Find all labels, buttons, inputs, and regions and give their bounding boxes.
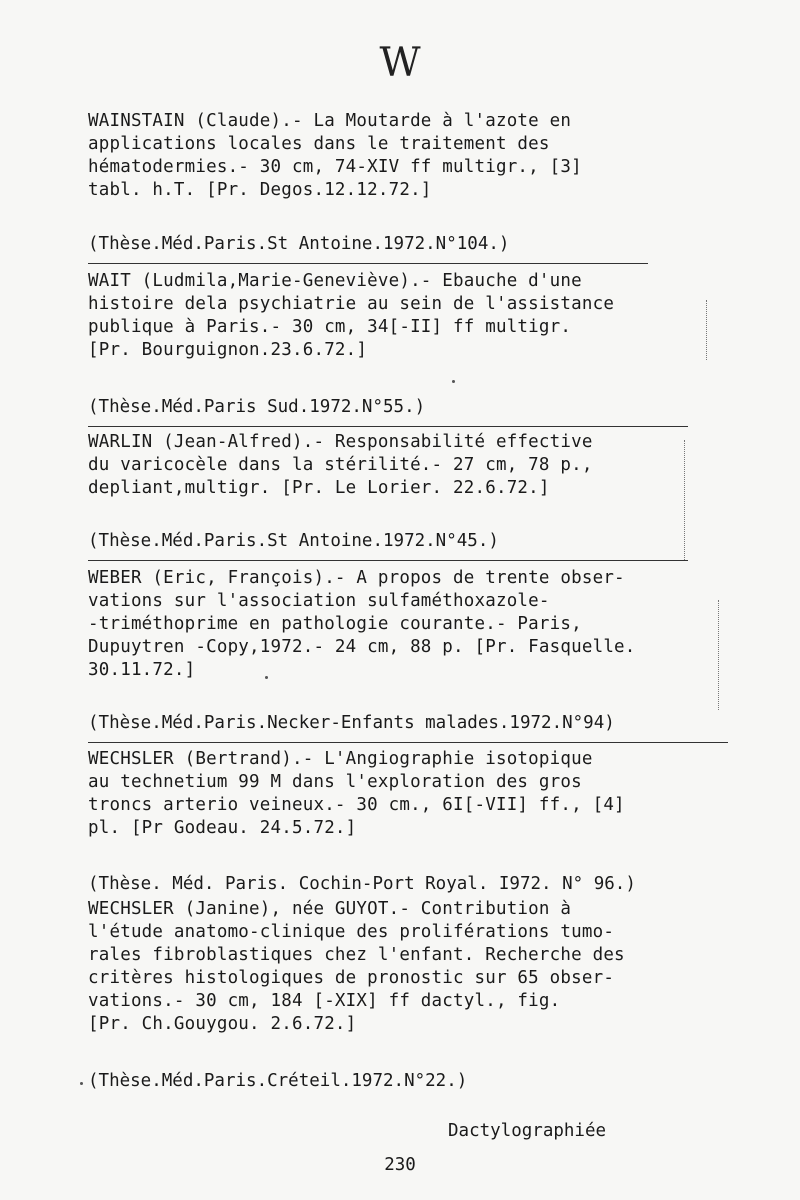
entry-line: WAIT (Ludmila,Marie-Geneviève).- Ebauche d'une bbox=[88, 271, 582, 291]
typescript-note: Dactylographiée bbox=[448, 1121, 607, 1141]
margin-rule bbox=[706, 300, 707, 360]
entry-source: (Thèse.Méd.Paris.Necker-Enfants malades.1972.N°94) bbox=[88, 713, 615, 733]
entry-line: pl. [Pr Godeau. 24.5.72.] bbox=[88, 818, 357, 838]
catalog-entry-wait bbox=[88, 270, 728, 362]
entry-line: publique à Paris.- 30 cm, 34[-II] ff multigr. bbox=[88, 317, 572, 337]
entry-line: vations sur l'association sulfaméthoxazole- bbox=[88, 591, 550, 611]
entry-line: critères histologiques de pronostic sur 65 obser- bbox=[88, 968, 615, 988]
entry-line: Dupuytren -Copy,1972.- 24 cm, 88 p. [Pr. Fasquelle. bbox=[88, 637, 636, 657]
entry-source: (Thèse.Méd.Paris.St Antoine.1972.N°45.) bbox=[88, 531, 499, 551]
entry-line: vations.- 30 cm, 184 [-XIX] ff dactyl., fig. bbox=[88, 991, 561, 1011]
page-number: 230 bbox=[384, 1155, 416, 1175]
entry-line: du varicocèle dans la stérilité.- 27 cm, 78 p., bbox=[88, 455, 593, 475]
entry-source: (Thèse.Méd.Paris Sud.1972.N°55.) bbox=[88, 397, 426, 417]
entry-line: depliant,multigr. [Pr. Le Lorier. 22.6.72.] bbox=[88, 478, 550, 498]
entry-source: (Thèse. Méd. Paris. Cochin-Port Royal. I972. N° 96.) bbox=[88, 874, 636, 894]
entry-line: troncs arterio veineux.- 30 cm., 6I[-VII] ff., [4] bbox=[88, 795, 625, 815]
section-letter: W bbox=[379, 40, 421, 86]
entry-line: WEBER (Eric, François).- A propos de trente obser- bbox=[88, 568, 625, 588]
entry-source: (Thèse.Méd.Paris.St Antoine.1972.N°104.) bbox=[88, 234, 510, 254]
catalog-entry-wechsler-janine bbox=[88, 898, 728, 1036]
ink-speck bbox=[452, 380, 455, 383]
entry-source: (Thèse.Méd.Paris.Créteil.1972.N°22.) bbox=[88, 1071, 468, 1091]
catalog-entry-weber bbox=[88, 567, 728, 682]
entry-line: au technetium 99 M dans l'exploration des gros bbox=[88, 772, 582, 792]
separator-rule bbox=[88, 742, 728, 743]
ink-speck bbox=[80, 1082, 83, 1085]
separator-rule bbox=[88, 426, 688, 427]
entry-line: tabl. h.T. [Pr. Degos.12.12.72.] bbox=[88, 180, 432, 200]
entry-line: WAINSTAIN (Claude).- La Moutarde à l'azote en bbox=[88, 111, 572, 131]
entry-line: WARLIN (Jean-Alfred).- Responsabilité effective bbox=[88, 432, 593, 452]
ink-speck bbox=[265, 676, 268, 679]
entry-line: l'étude anatomo-clinique des proliférations tumo- bbox=[88, 922, 615, 942]
entry-line: histoire dela psychiatrie au sein de l'assistance bbox=[88, 294, 615, 314]
separator-rule bbox=[88, 263, 648, 264]
entry-line: 30.11.72.] bbox=[88, 660, 196, 680]
entry-line: WECHSLER (Janine), née GUYOT.- Contribution à bbox=[88, 899, 572, 919]
entry-line: applications locales dans le traitement des bbox=[88, 134, 550, 154]
entry-line: [Pr. Bourguignon.23.6.72.] bbox=[88, 340, 368, 360]
entry-line: hématodermies.- 30 cm, 74-XIV ff multigr., [3] bbox=[88, 157, 582, 177]
separator-rule bbox=[88, 560, 688, 561]
catalog-entry-warlin bbox=[88, 431, 728, 500]
entry-line: [Pr. Ch.Gouygou. 2.6.72.] bbox=[88, 1014, 357, 1034]
catalog-entry-wechsler-bertrand bbox=[88, 748, 728, 840]
entry-line: -triméthoprime en pathologie courante.- Paris, bbox=[88, 614, 582, 634]
catalog-entry-wainstain bbox=[88, 110, 728, 202]
entry-line: WECHSLER (Bertrand).- L'Angiographie isotopique bbox=[88, 749, 593, 769]
margin-rule bbox=[718, 600, 719, 710]
entry-line: rales fibroblastiques chez l'enfant. Recherche des bbox=[88, 945, 625, 965]
